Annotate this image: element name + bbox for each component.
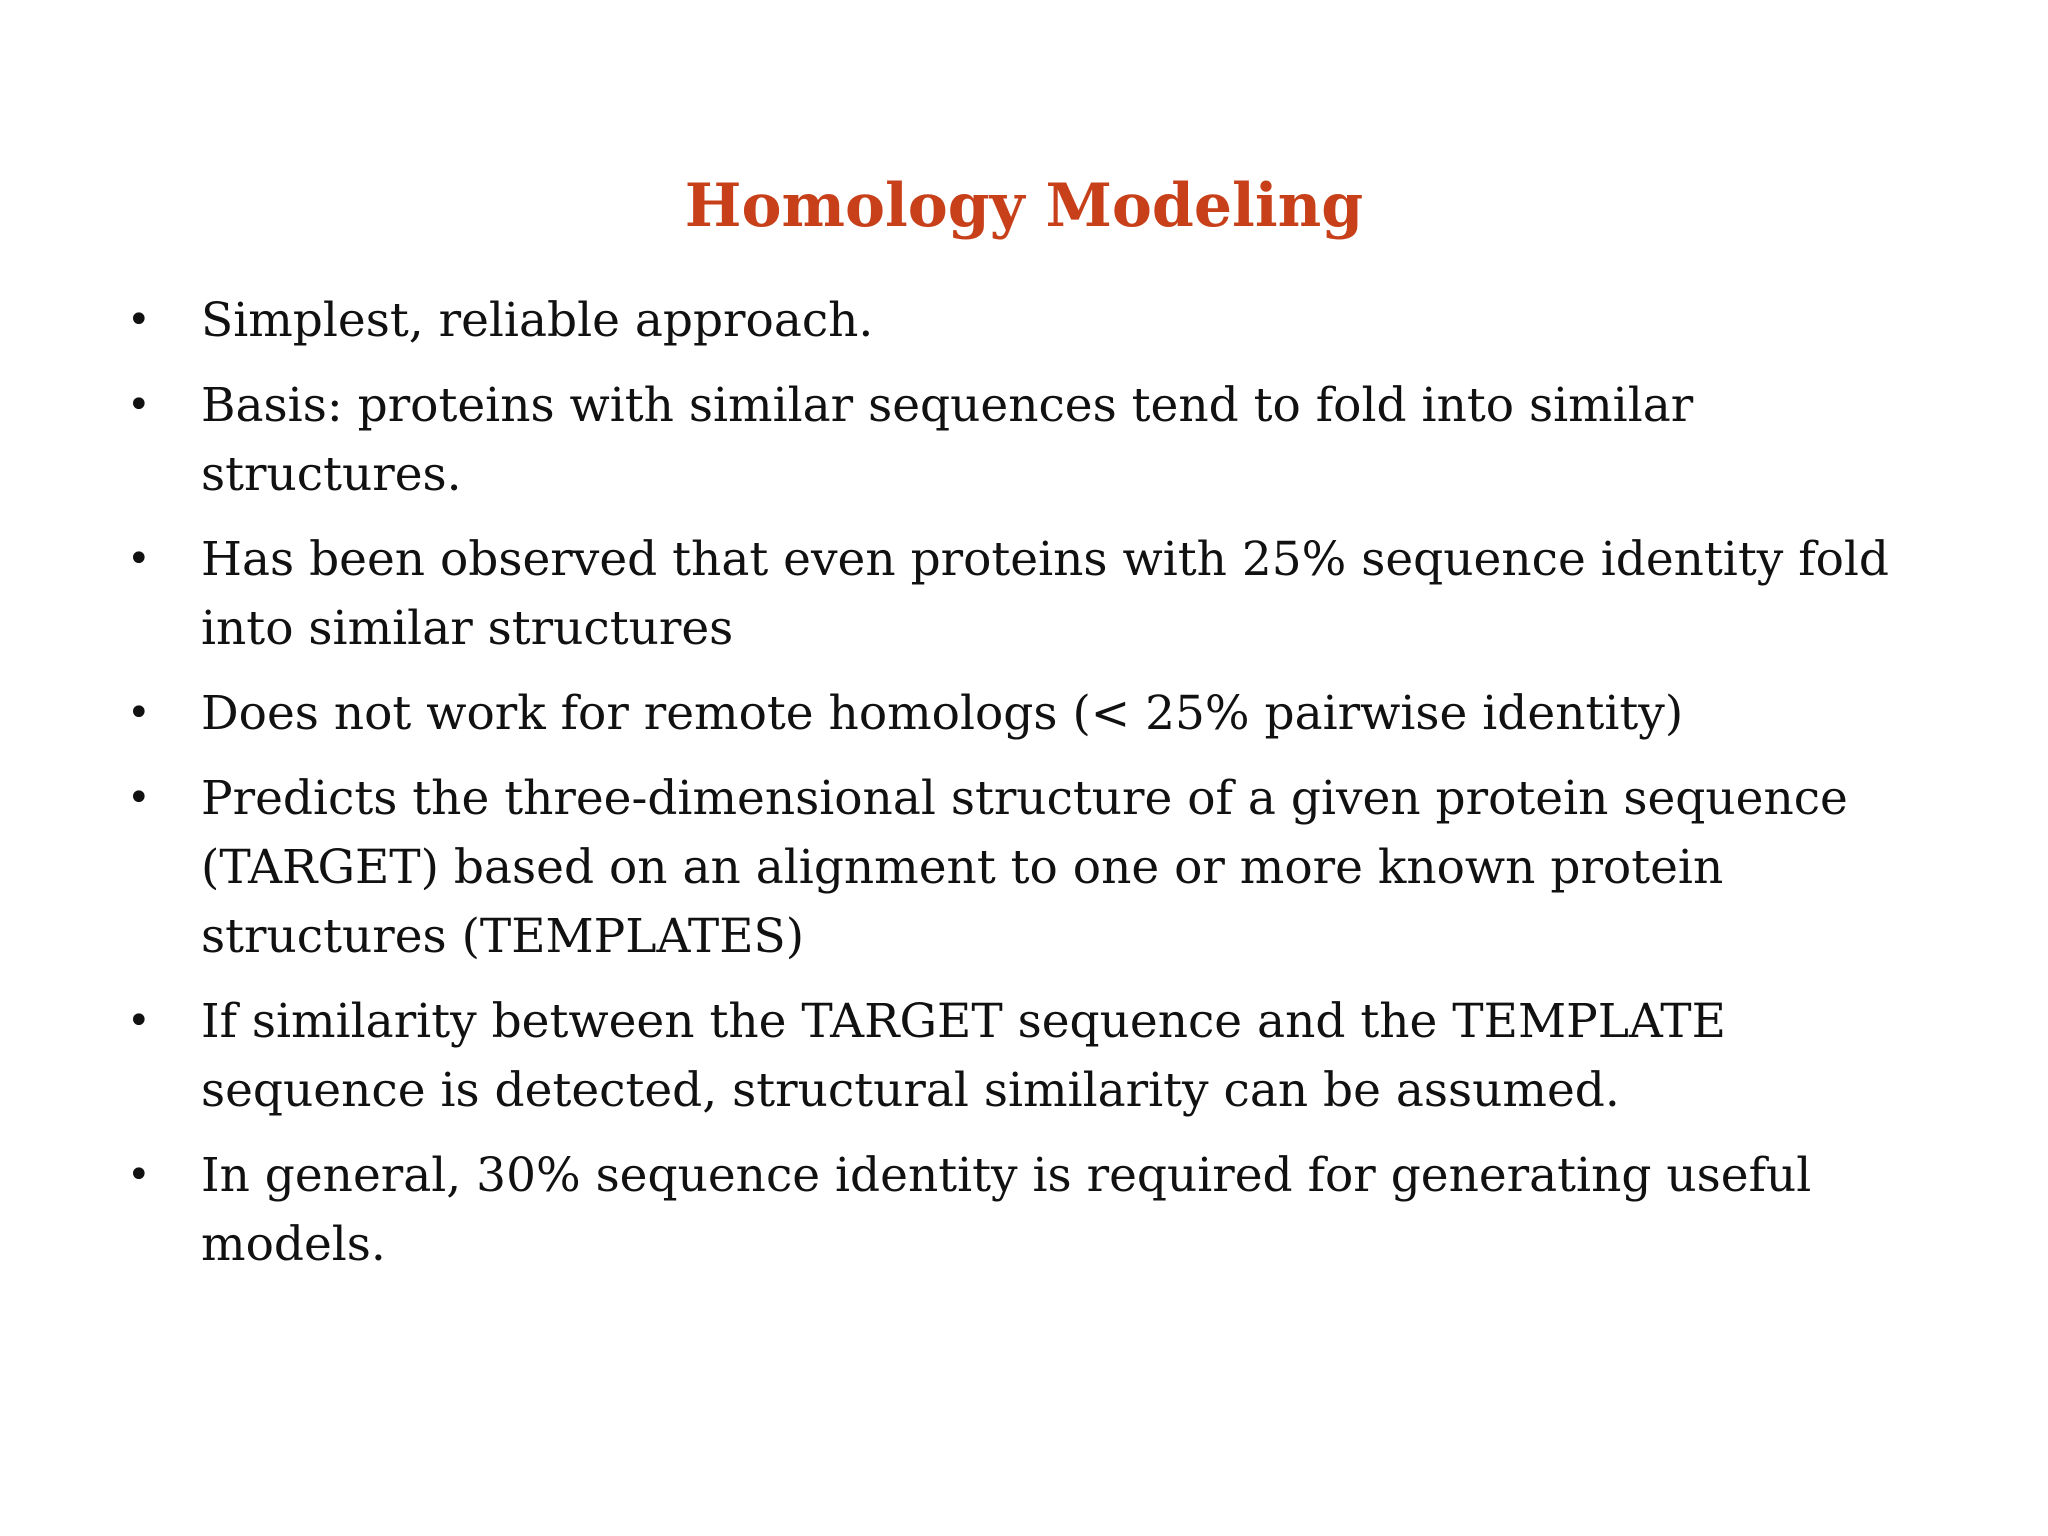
bullet-text: Has been observed that even proteins with 25% sequence identity fold into similar structures <box>201 532 1890 656</box>
slide-title: Homology Modeling <box>684 171 1364 242</box>
bullet-icon: • <box>127 536 151 582</box>
bullet-item <box>120 679 1950 748</box>
bullet-item <box>120 1141 1950 1279</box>
bullet-text: If similarity between the TARGET sequence and the TEMPLATE sequence is detected, structural similarity can be assumed. <box>201 994 1726 1118</box>
bullet-icon: • <box>127 297 151 343</box>
bullet-icon: • <box>127 382 151 428</box>
bullet-text: Simplest, reliable approach. <box>201 293 874 348</box>
bullet-icon: • <box>127 690 151 736</box>
bullet-list <box>120 286 1950 1295</box>
bullet-item <box>120 286 1950 355</box>
bullet-icon: • <box>127 1152 151 1198</box>
bullet-item <box>120 371 1950 509</box>
bullet-icon: • <box>127 998 151 1044</box>
bullet-item <box>120 764 1950 971</box>
bullet-text: In general, 30% sequence identity is required for generating useful models. <box>201 1148 1812 1272</box>
bullet-item <box>120 525 1950 663</box>
bullet-text: Basis: proteins with similar sequences tend to fold into similar structures. <box>201 378 1694 502</box>
bullet-text: Predicts the three-dimensional structure of a given protein sequence (TARGET) based on an alignment to one or more known protein structures (TEMPLATES) <box>201 771 1848 964</box>
bullet-item <box>120 987 1950 1125</box>
bullet-text: Does not work for remote homologs (< 25% pairwise identity) <box>201 686 1684 741</box>
bullet-icon: • <box>127 775 151 821</box>
